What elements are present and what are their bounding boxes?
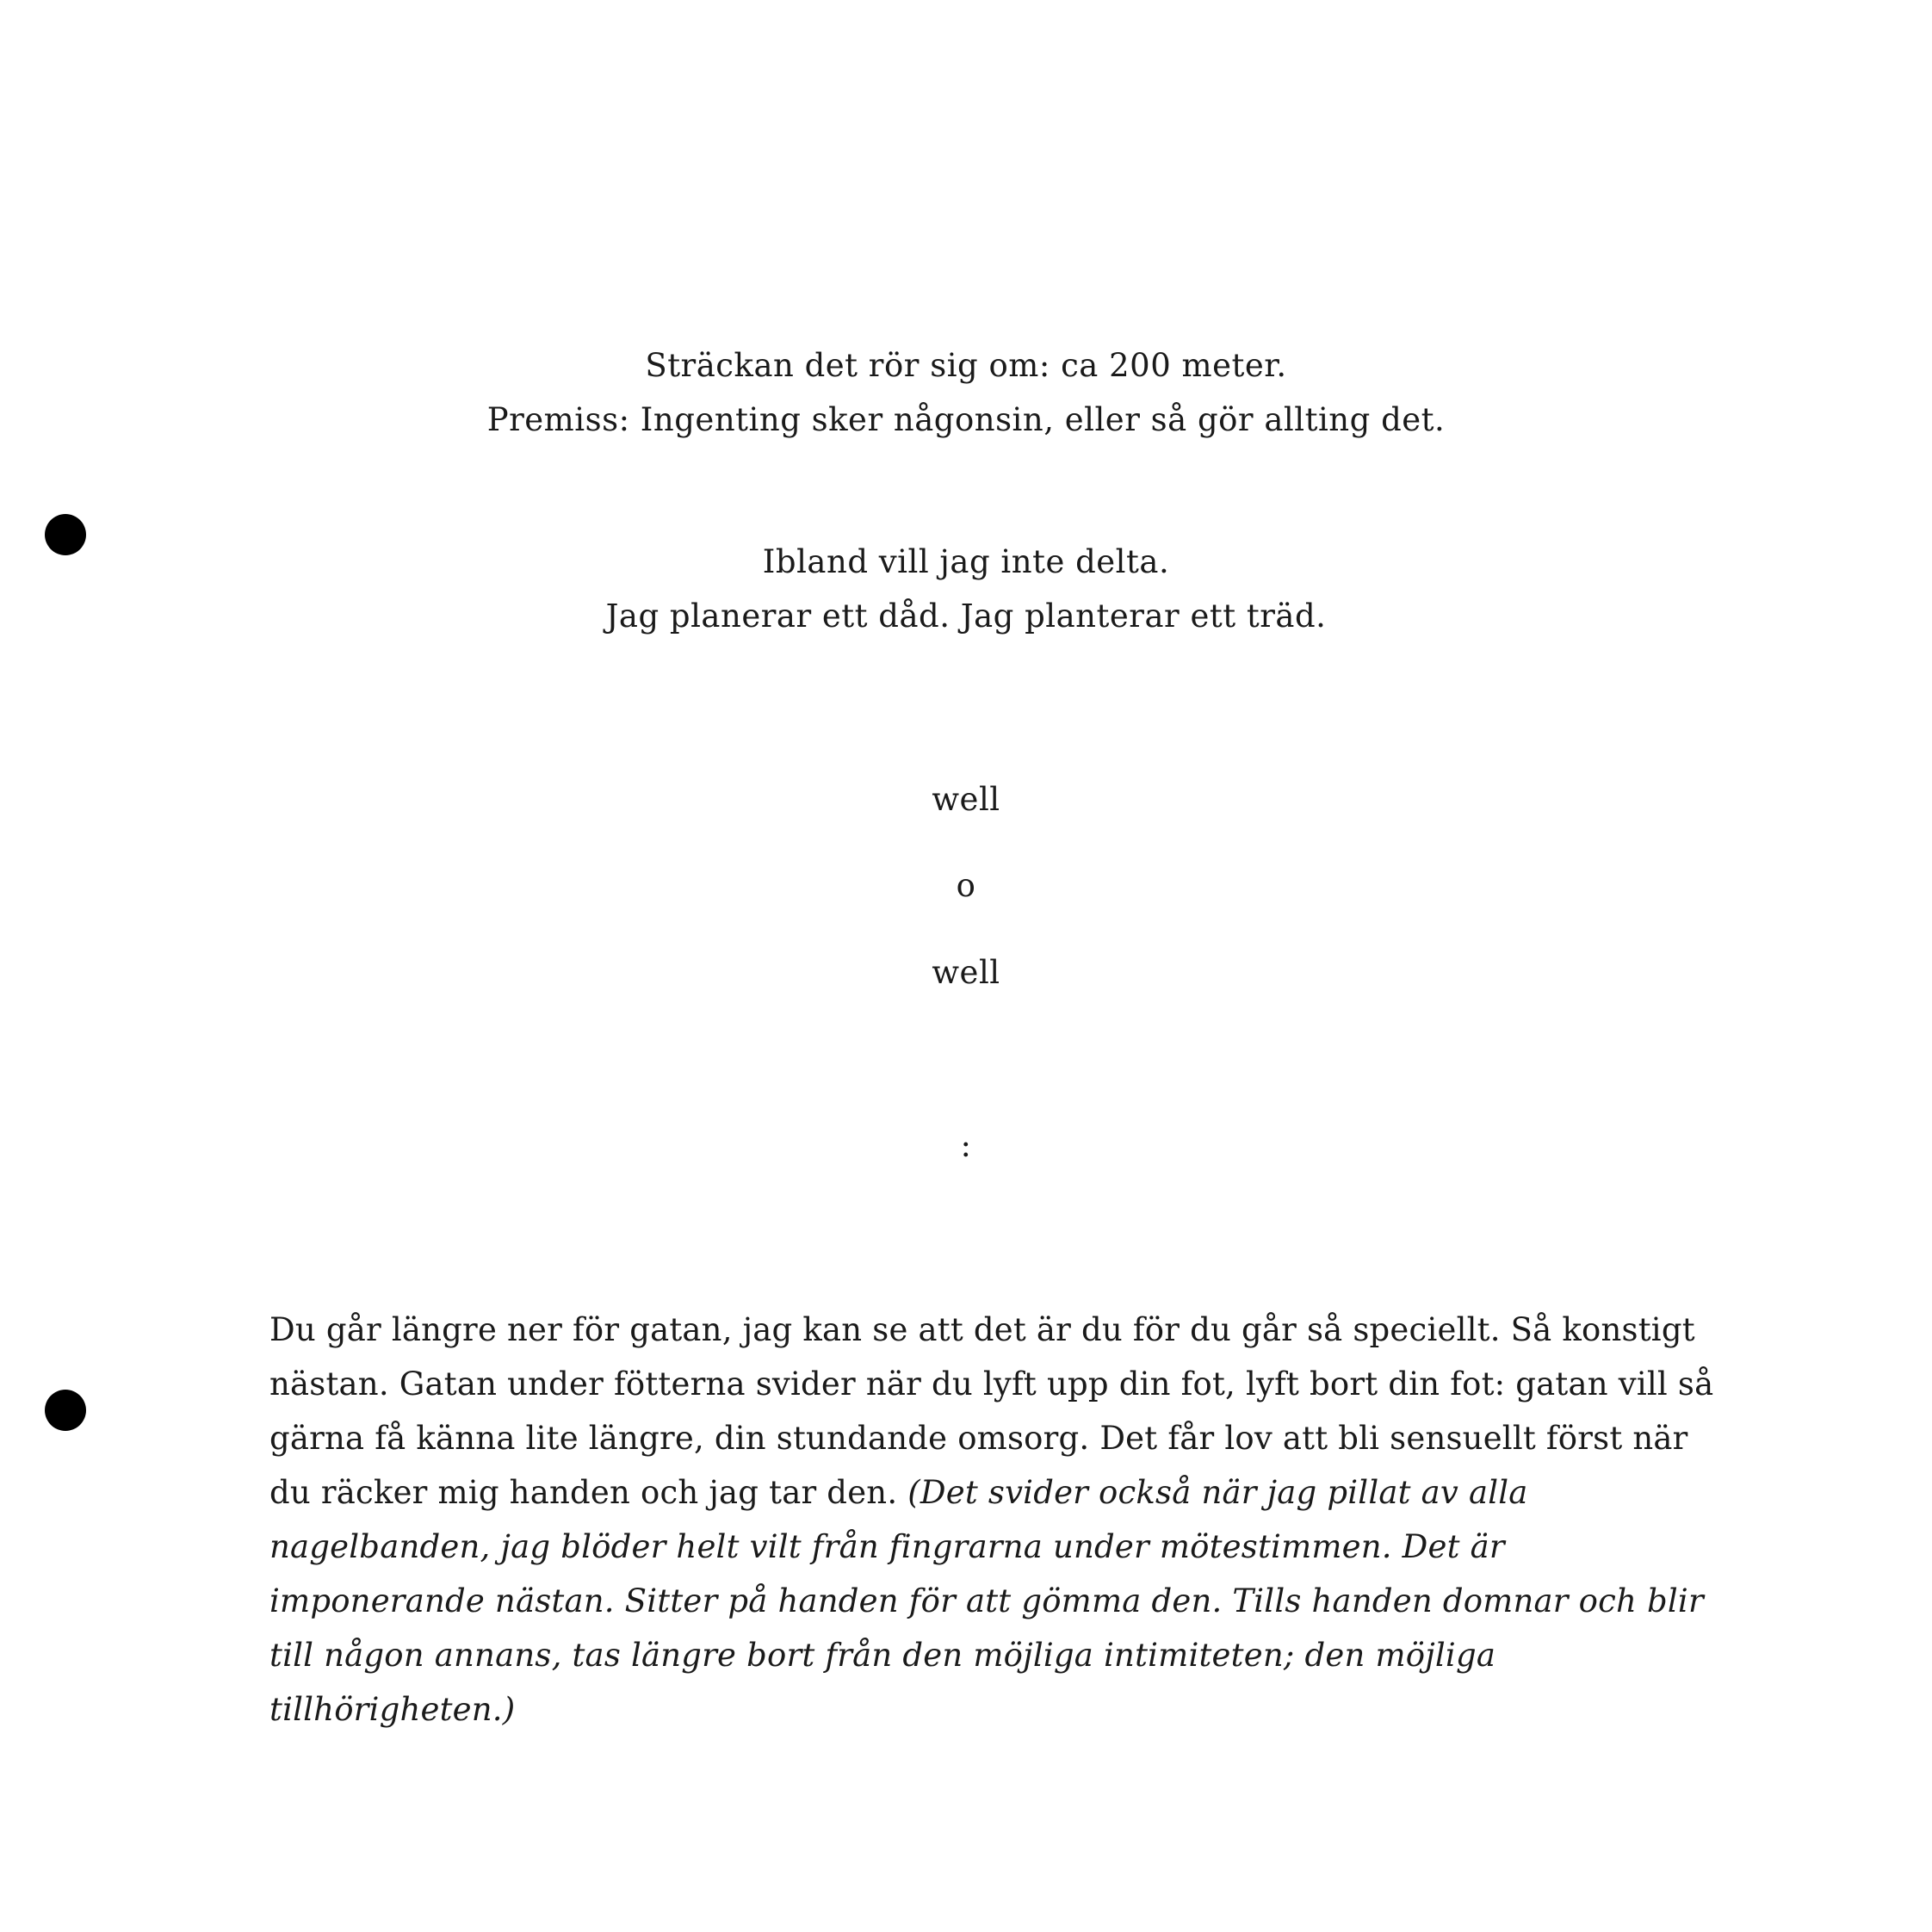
section-separator-colon: :	[960, 1127, 972, 1164]
stanza-1-line-2: Premiss: Ingenting sker någonsin, eller så gör allting det.	[486, 401, 1446, 438]
punch-hole-bottom	[45, 1390, 86, 1431]
vertical-word-well-2: well	[932, 954, 1000, 991]
prose-paragraph	[269, 1303, 1725, 1737]
stanza-2-line-1: Ibland vill jag inte delta.	[762, 543, 1170, 580]
vertical-word-well-1: well	[932, 781, 1000, 818]
vertical-word-o: o	[956, 867, 976, 904]
stanza-2-line-2: Jag planerar ett dåd. Jag planterar ett träd.	[605, 598, 1327, 635]
stanza-1-line-1: Sträckan det rör sig om: ca 200 meter.	[645, 347, 1287, 384]
prose-aside-italic: (Det svider också när jag pillat av alla nagelbanden, jag blöder helt vilt från fingrarna under mötestimmen. Det är imponerande nästan. Sitter på handen för att gömma den. Tills handen domnar och blir till någon annans, tas längre bort från den möjliga intimiteten; den möjliga tillhörigheten.)	[269, 1474, 1704, 1728]
prose-main-text: Du går längre ner för gatan, jag kan se att det är du för du går så speciellt. Så konstigt nästan. Gatan under fötterna svider när du lyft upp din fot, lyft bort din fot: gatan vill så gärna få känna lite längre, din stundande omsorg. Det får lov att bli sensuellt först när du räcker mig handen och jag tar den.	[269, 1311, 1714, 1511]
